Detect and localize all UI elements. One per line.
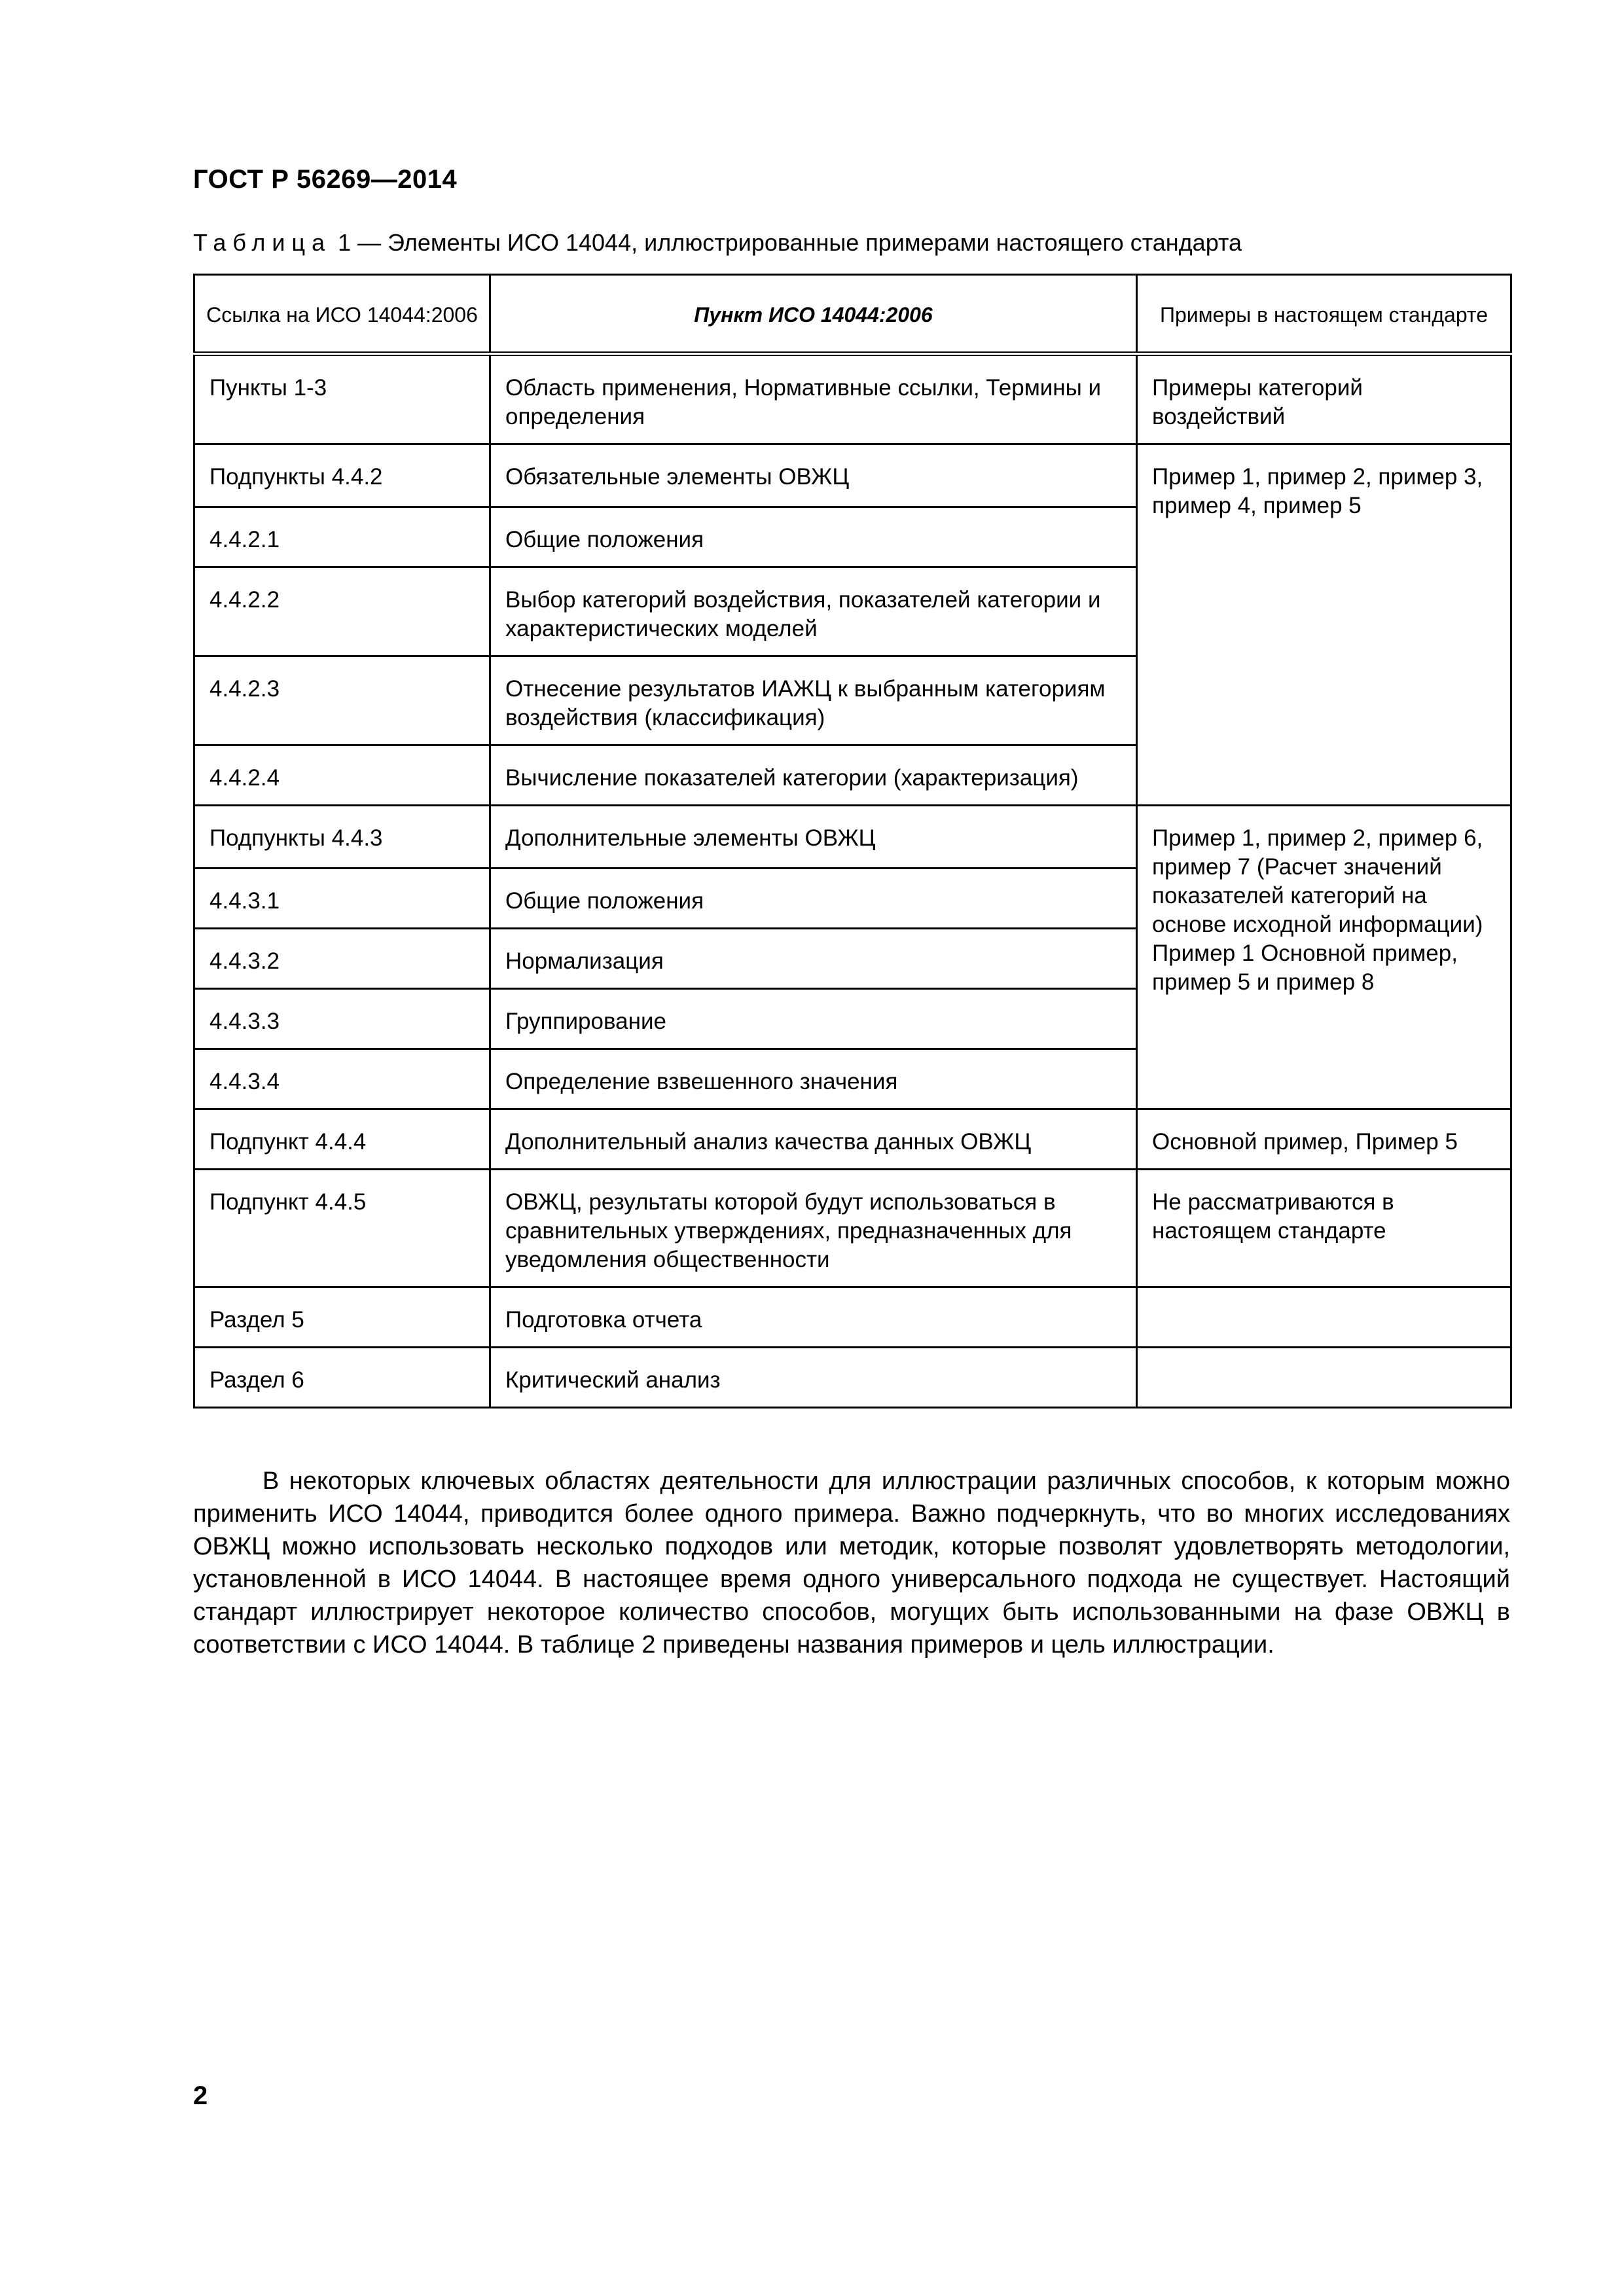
cell-item: Вычисление показателей категории (характеризация) <box>490 745 1137 806</box>
cell-reference: 4.4.3.2 <box>194 929 490 989</box>
table-caption-label: Таблица <box>193 229 332 256</box>
cell-item: Подготовка отчета <box>490 1287 1137 1348</box>
cell-reference: 4.4.2.3 <box>194 656 490 745</box>
cell-item: Определение взвешенного значения <box>490 1049 1137 1109</box>
cell-item: Критический анализ <box>490 1348 1137 1408</box>
cell-examples: Основной пример, Пример 5 <box>1137 1109 1511 1170</box>
table-row <box>194 1170 1511 1287</box>
cell-reference: Раздел 5 <box>194 1287 490 1348</box>
cell-item: ОВЖЦ, результаты которой будут использоваться в сравнительных утверждениях, предназначенных для уведомления общественности <box>490 1170 1137 1287</box>
cell-item: Выбор категорий воздействия, показателей категории и характеристических моделей <box>490 567 1137 656</box>
cell-examples: Примеры категорий воздействий <box>1137 354 1511 444</box>
cell-item: Нормализация <box>490 929 1137 989</box>
cell-reference: Подпункт 4.4.4 <box>194 1109 490 1170</box>
cell-reference: Раздел 6 <box>194 1348 490 1408</box>
cell-reference: Пункты 1-3 <box>194 354 490 444</box>
cell-examples: Не рассматриваются в настоящем стандарте <box>1137 1170 1511 1287</box>
table-row <box>194 806 1511 869</box>
document-header: ГОСТ Р 56269—2014 <box>193 165 458 194</box>
table-row <box>194 444 1511 507</box>
cell-item: Общие положения <box>490 869 1137 929</box>
cell-item: Область применения, Нормативные ссылки, Термины и определения <box>490 354 1137 444</box>
cell-reference: 4.4.3.3 <box>194 989 490 1049</box>
cell-reference: Подпункт 4.4.5 <box>194 1170 490 1287</box>
cell-reference: 4.4.3.1 <box>194 869 490 929</box>
table-caption-text: 1 — Элементы ИСО 14044, иллюстрированные примерами настоящего стандарта <box>331 229 1242 256</box>
cell-item: Обязательные элементы ОВЖЦ <box>490 444 1137 507</box>
cell-item: Отнесение результатов ИАЖЦ к выбранным категориям воздействия (классификация) <box>490 656 1137 745</box>
cell-reference: 4.4.2.1 <box>194 507 490 567</box>
cell-reference: 4.4.3.4 <box>194 1049 490 1109</box>
header-examples: Примеры в настоящем стандарте <box>1137 275 1511 354</box>
cell-examples <box>1137 1287 1511 1348</box>
cell-item: Общие положения <box>490 507 1137 567</box>
table-row <box>194 1348 1511 1408</box>
page-number: 2 <box>193 2081 208 2110</box>
table-row <box>194 1109 1511 1170</box>
cell-item: Группирование <box>490 989 1137 1049</box>
cell-item: Дополнительный анализ качества данных ОВЖЦ <box>490 1109 1137 1170</box>
cell-examples <box>1137 1348 1511 1408</box>
table-caption <box>193 229 1242 257</box>
cell-examples: Пример 1, пример 2, пример 6, пример 7 (Расчет значений показателей категорий на основе исходной информации) Пример 1 Основной пример, пример 5 и пример 8 <box>1137 806 1511 1109</box>
cell-reference: 4.4.2.2 <box>194 567 490 656</box>
cell-examples: Пример 1, пример 2, пример 3, пример 4, пример 5 <box>1137 444 1511 806</box>
header-iso-clause: Пункт ИСО 14044:2006 <box>490 275 1137 354</box>
header-reference: Ссылка на ИСО 14044:2006 <box>194 275 490 354</box>
cell-reference: Подпункты 4.4.2 <box>194 444 490 507</box>
cell-item: Дополнительные элементы ОВЖЦ <box>490 806 1137 869</box>
table-header-row <box>194 275 1511 354</box>
cell-reference: Подпункты 4.4.3 <box>194 806 490 869</box>
iso-elements-table <box>193 274 1512 1408</box>
table-row <box>194 354 1511 444</box>
body-paragraph: В некоторых ключевых областях деятельности для иллюстрации различных способов, к которым можно применить ИСО 14044, приводится более одного примера. Важно подчеркнуть, что во многих исследованиях ОВЖЦ можно использовать несколько подходов или методик, которые позволят удовлетворять методологии, установленной в ИСО 14044. В настоящее время одного универсального подхода не существует. Настоящий стандарт иллюстрирует некоторое количество способов, могущих быть использованными на фазе ОВЖЦ в соответствии с ИСО 14044. В таблице 2 приведены названия примеров и цель иллюстрации. <box>193 1467 1510 1659</box>
cell-reference: 4.4.2.4 <box>194 745 490 806</box>
table-row <box>194 1287 1511 1348</box>
